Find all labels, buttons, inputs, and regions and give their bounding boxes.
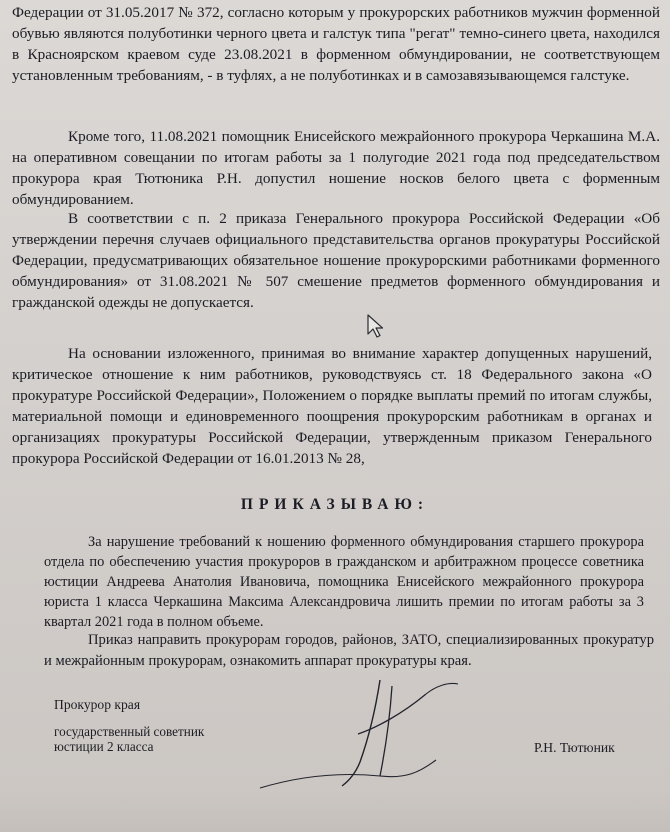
page-bottom-shade — [0, 790, 670, 832]
signatory-name: Р.Н. Тютюник — [534, 740, 615, 755]
paragraph-uniform-rules: Федерации от 31.05.2017 № 372, согласно которым у прокурорских работников мужчин форменной обувью являются полуботинки черного цвета и галстук типа "регат" темно-синего цвета, находился в Красноярском краевом суде 23.08.2021 в форменном обмундировании, не соответствующем установленным требованиям, - в туфлях, а не полуботинках и в самозавязывающемся галстуке. — [12, 4, 660, 84]
mouse-pointer-icon — [366, 313, 384, 339]
order-item-distribution: Приказ направить прокурорам городов, районов, ЗАТО, специализированных прокуратур и межрайонным прокурорам, ознакомить аппарат прокуратуры края. — [44, 632, 654, 669]
order-heading: ПРИКАЗЫВАЮ: — [240, 496, 430, 513]
paragraph-order-reference: В соответствии с п. 2 приказа Генерального прокурора Российской Федерации «Об утверждении перечня случаев официального представительства органов прокуратуры Российской Федерации, предусматривающих обязательное ношение прокурорскими работниками форменного обмундирования» от 31.08.2021 № 507 смешение предметов форменного обмундирования и гражданской одежды не допускается. — [12, 210, 660, 311]
paragraph-grounds: На основании изложенного, принимая во внимание характер допущенных нарушений, критическое отношение к ним работников, руководствуясь ст. 18 Федерального закона «О прокуратуре Российской Федерации», Положением о порядке выплаты премий по итогам службы, материальной помощи и единовременного поощрения прокурорским работникам в органах и организациях прокуратуры Российской Федерации, утвержденным приказом Генерального прокурора Российской Федерации от 16.01.2013 № 28, — [12, 345, 652, 467]
signatory-rank-line2: юстиции 2 класса — [54, 739, 154, 754]
order-item-penalty: За нарушение требований к ношению форменного обмундирования старшего прокурора отдела по обеспечению участия прокуроров в гражданском и арбитражном процессе советника юстиции Андреева Анатолия Ивановича, помощника Енисейского межрайонного прокурора юриста 1 класса Черкашина Максима Александровича лишить премии по итогам работы за 3 квартал 2021 года в полном объеме. — [44, 534, 644, 630]
signatory-position: Прокурор края — [54, 697, 141, 712]
handwritten-signature — [230, 676, 530, 796]
paragraph-white-socks: Кроме того, 11.08.2021 помощник Енисейского межрайонного прокурора Черкашина М.А. на оперативном совещании по итогам работы за 1 полугодие 2021 года под председательством прокурора края Тютюника Р.Н. допустил ношение носков белого цвета с форменным обмундированием. — [12, 128, 660, 208]
signatory-rank — [54, 724, 204, 754]
signatory-rank-line1: государственный советник — [54, 724, 205, 739]
